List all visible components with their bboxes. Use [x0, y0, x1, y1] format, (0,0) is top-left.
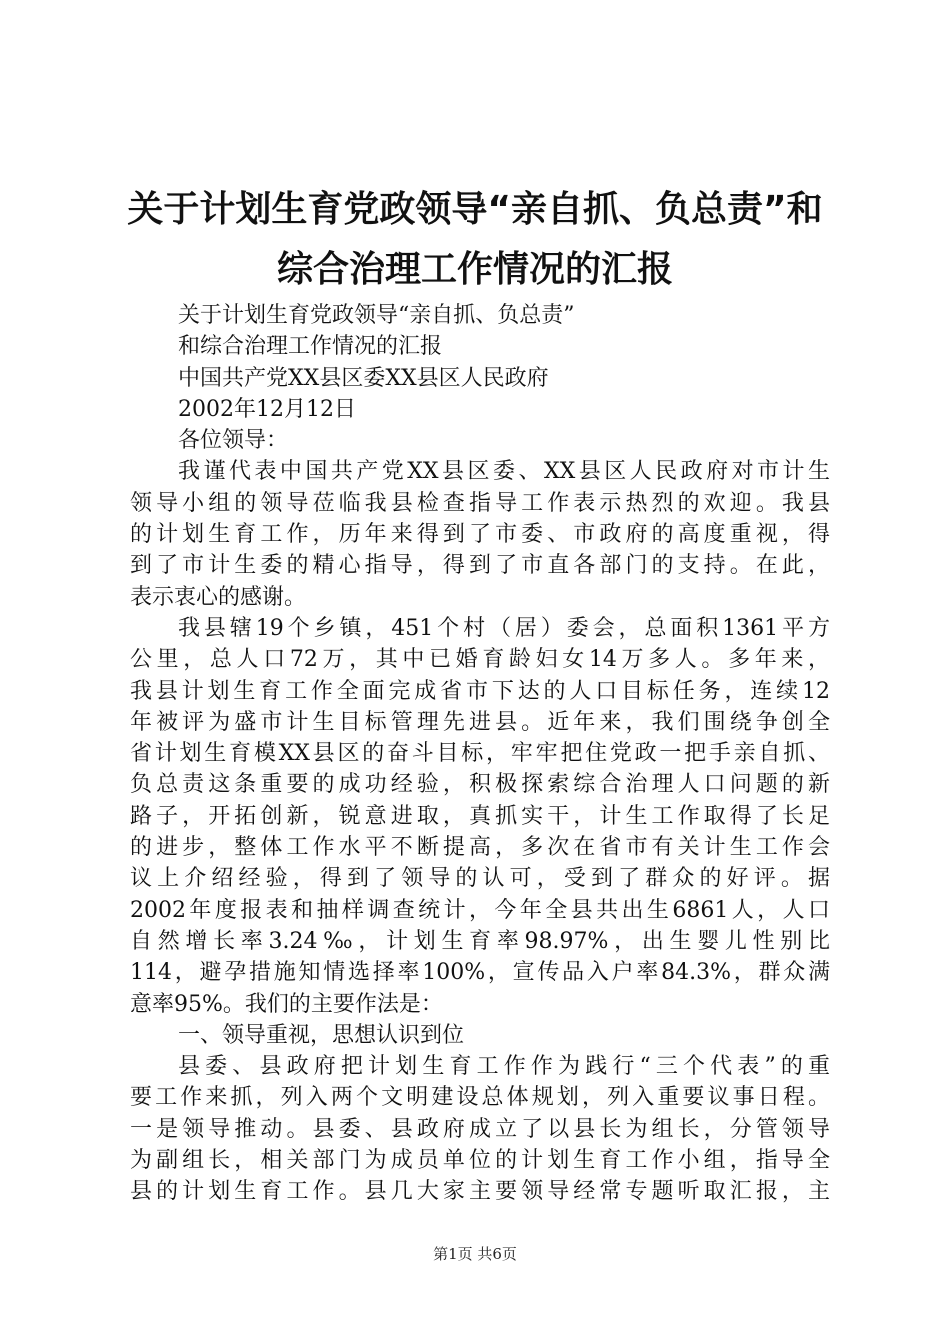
- body-text-line: 和综合治理工作情况的汇报: [178, 334, 443, 360]
- body-text-line: 省计划生育模XX县区的奋斗目标，牢牢把住党政一把手亲自抓、: [130, 741, 830, 767]
- document-body: [130, 300, 830, 1208]
- body-text-line: 自然增长率3.24‰，计划生育率98.97%，出生婴儿性别比: [130, 928, 830, 954]
- document-title-line-1: 关于计划生育党政领导“亲自抓、负总责”和: [127, 189, 823, 230]
- body-text-line: 表示衷心的感谢。: [130, 584, 307, 610]
- body-text-line: 114，避孕措施知情选择率100%，宣传品入户率84.3%，群众满: [130, 960, 830, 986]
- body-text-line: 负总责这条重要的成功经验，积极探索综合治理人口问题的新: [130, 772, 830, 798]
- body-text-line: 各位领导：: [178, 428, 289, 454]
- body-text-line: 意率95%。我们的主要作法是：: [130, 991, 443, 1017]
- body-text-line: 为副组长，相关部门为成员单位的计划生育工作小组，指导全: [130, 1148, 830, 1174]
- body-text-line: 领导小组的领导莅临我县检查指导工作表示热烈的欢迎。我县: [130, 490, 830, 516]
- body-text-line: 年被评为盛市计生目标管理先进县。近年来，我们围绕争创全: [130, 709, 830, 735]
- body-text-line: 一、领导重视，思想认识到位: [178, 1022, 465, 1048]
- page-footer: 第1页 共6页: [433, 1245, 517, 1263]
- document-title-line-2: 综合治理工作情况的汇报: [276, 249, 673, 290]
- body-text-line: 县的计划生育工作。县几大家主要领导经常专题听取汇报，主: [130, 1179, 830, 1205]
- body-text-line: 公里，总人口72万，其中已婚育龄妇女14万多人。多年来，: [130, 647, 830, 673]
- body-text-line: 的计划生育工作，历年来得到了市委、市政府的高度重视，得: [130, 522, 830, 548]
- body-text-line: 的进步，整体工作水平不断提高，多次在省市有关计生工作会: [130, 835, 830, 861]
- body-text-line: 我谨代表中国共产党XX县区委、XX县区人民政府对市计生: [178, 459, 830, 485]
- body-text-line: 我县计划生育工作全面完成省市下达的人口目标任务，连续12: [130, 678, 830, 704]
- body-text-line: 议上介绍经验，得到了领导的认可，受到了群众的好评。据: [130, 866, 830, 892]
- body-text-line: 关于计划生育党政领导“亲自抓、负总责”: [178, 303, 575, 328]
- body-text-line: 到了市计生委的精心指导，得到了市直各部门的支持。在此，: [130, 553, 830, 579]
- body-text-line: 路子，开拓创新，锐意进取，真抓实干，计生工作取得了长足: [130, 803, 830, 829]
- body-text-line: 2002年度报表和抽样调查统计，今年全县共出生6861人，人口: [130, 897, 830, 923]
- body-text-line: 县委、县政府把计划生育工作作为践行“三个代表”的重: [178, 1054, 830, 1080]
- body-text-line: 2002年12月12日: [178, 396, 356, 422]
- body-text-line: 中国共产党XX县区委XX县区人民政府: [178, 365, 549, 391]
- body-text-line: 一是领导推动。县委、县政府成立了以县长为组长，分管领导: [130, 1116, 830, 1142]
- body-text-line: 我县辖19个乡镇，451个村（居）委会，总面积1361平方: [178, 615, 830, 641]
- body-text-line: 要工作来抓，列入两个文明建设总体规划，列入重要议事日程。: [130, 1085, 830, 1111]
